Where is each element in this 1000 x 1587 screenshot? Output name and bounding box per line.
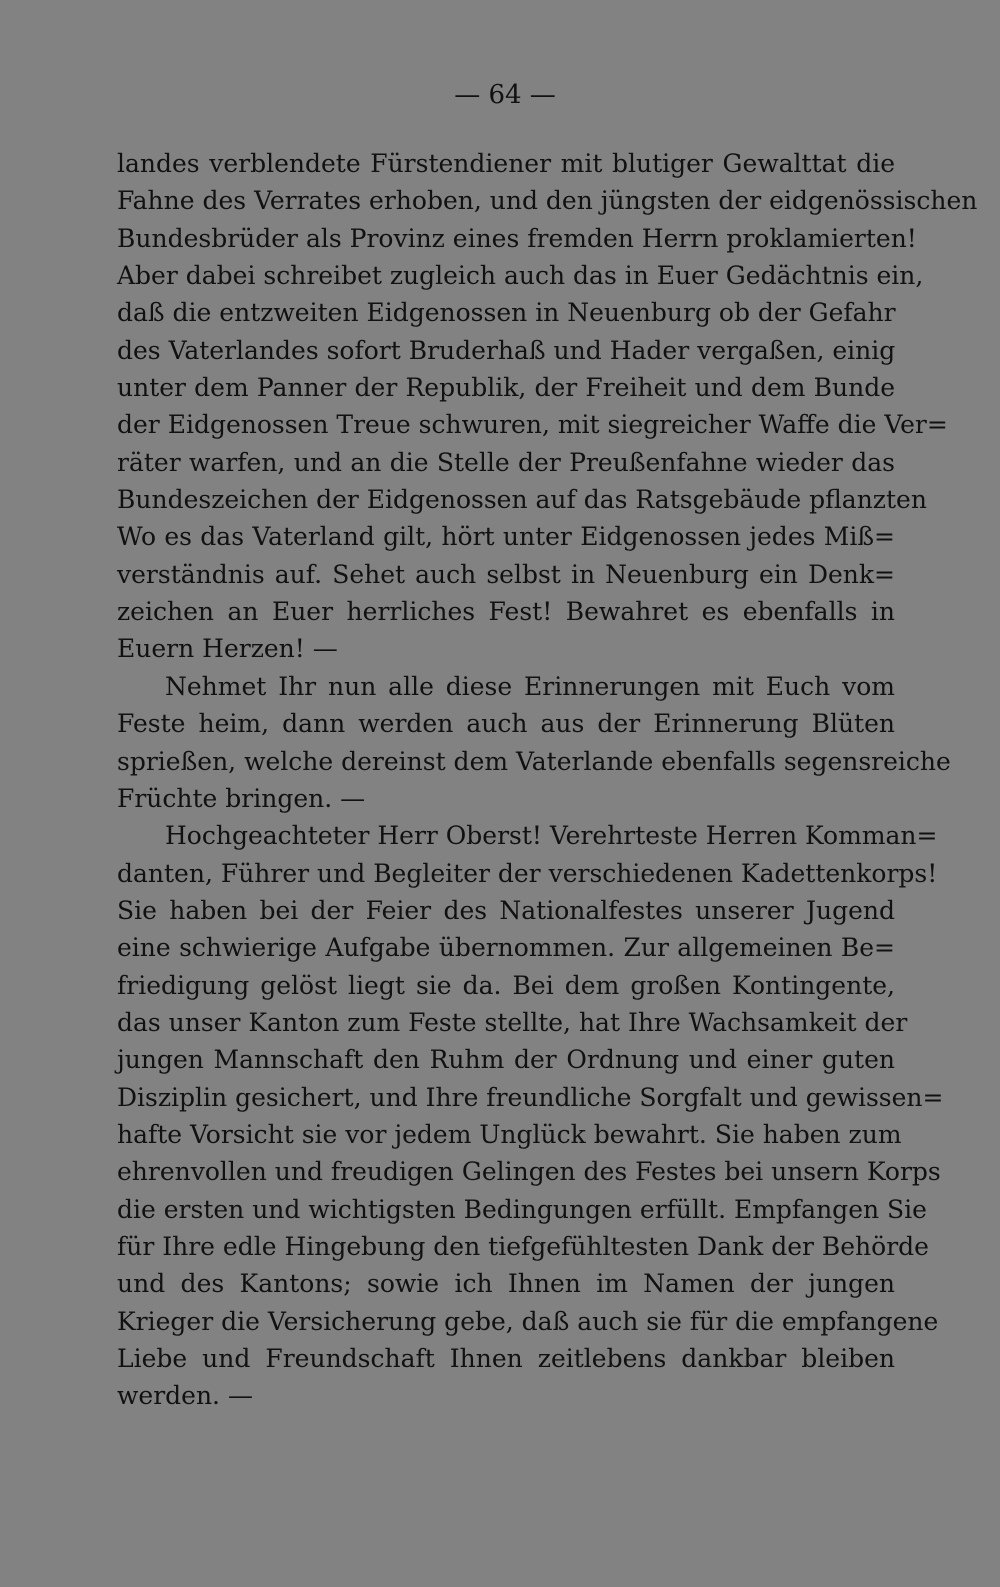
- text-line: des Vaterlandes sofort Bruderhaß und Hader vergaßen, einig: [117, 335, 896, 365]
- text-line: Disziplin gesichert, und Ihre freundliche Sorgfalt und gewissen=: [117, 1082, 944, 1112]
- text-line: Fahne des Verrates erhoben, und den jüngsten der eidgenössischen: [117, 186, 978, 216]
- text-line: der Eidgenossen Treue schwuren, mit siegreicher Waffe die Ver=: [117, 410, 948, 440]
- text-line: danten, Führer und Begleiter der verschiedenen Kadettenkorps!: [117, 858, 938, 888]
- text-line: Sie haben bei der Feier des Nationalfestes unserer Jugend: [117, 895, 895, 925]
- text-line: räter warfen, und an die Stelle der Preußenfahne wieder das: [117, 447, 895, 477]
- text-line: landes verblendete Fürstendiener mit blutiger Gewalttat die: [117, 149, 895, 178]
- text-line: Wo es das Vaterland gilt, hört unter Eidgenossen jedes Miß=: [117, 522, 895, 552]
- text-line: Bundesbrüder als Provinz eines fremden Herrn proklamierten!: [117, 223, 917, 253]
- text-line: Krieger die Versicherung gebe, daß auch sie für die empfangene: [117, 1306, 939, 1336]
- text-line: zeichen an Euer herrliches Fest! Bewahret es ebenfalls in: [117, 597, 895, 627]
- text-line: werden. —: [117, 1381, 253, 1411]
- text-line: Liebe und Freundschaft Ihnen zeitlebens dankbar bleiben: [117, 1344, 895, 1373]
- text-line: Früchte bringen. —: [117, 783, 366, 813]
- text-line: und des Kantons; sowie ich Ihnen im Namen der jungen: [117, 1269, 895, 1299]
- body-text: [117, 145, 978, 1415]
- text-line: verständnis auf. Sehet auch selbst in Neuenburg ein Denk=: [117, 559, 895, 589]
- text-line: eine schwierige Aufgabe übernommen. Zur allgemeinen Be=: [117, 933, 895, 963]
- text-line: Feste heim, dann werden auch aus der Erinnerung Blüten: [117, 709, 895, 739]
- page-number: — 64 —: [454, 80, 556, 110]
- text-line: Bundeszeichen der Eidgenossen auf das Ratsgebäude pflanzten: [117, 485, 927, 515]
- text-line: daß die entzweiten Eidgenossen in Neuenburg ob der Gefahr: [117, 298, 896, 328]
- text-line: ehrenvollen und freudigen Gelingen des Festes bei unsern Korps: [117, 1157, 941, 1187]
- text-line: sprießen, welche dereinst dem Vaterlande ebenfalls segensreiche: [117, 746, 951, 776]
- text-line: das unser Kanton zum Feste stellte, hat Ihre Wachsamkeit der: [117, 1007, 908, 1037]
- text-line: hafte Vorsicht sie vor jedem Unglück bewahrt. Sie haben zum: [117, 1119, 902, 1149]
- text-line: Aber dabei schreibet zugleich auch das in Euer Gedächtnis ein,: [117, 261, 924, 291]
- text-line: unter dem Panner der Republik, der Freiheit und dem Bunde: [117, 373, 895, 403]
- text-line: Nehmet Ihr nun alle diese Erinnerungen mit Euch vom: [165, 671, 895, 701]
- text-line: Hochgeachteter Herr Oberst! Verehrteste Herren Komman=: [165, 821, 938, 851]
- text-line: für Ihre edle Hingebung den tiefgefühltesten Dank der Behörde: [117, 1231, 929, 1261]
- text-line: die ersten und wichtigsten Bedingungen erfüllt. Empfangen Sie: [117, 1194, 927, 1224]
- text-line: Euern Herzen! —: [117, 634, 338, 664]
- text-line: friedigung gelöst liegt sie da. Bei dem großen Kontingente,: [117, 970, 895, 1000]
- text-line: jungen Mannschaft den Ruhm der Ordnung und einer guten: [117, 1045, 895, 1075]
